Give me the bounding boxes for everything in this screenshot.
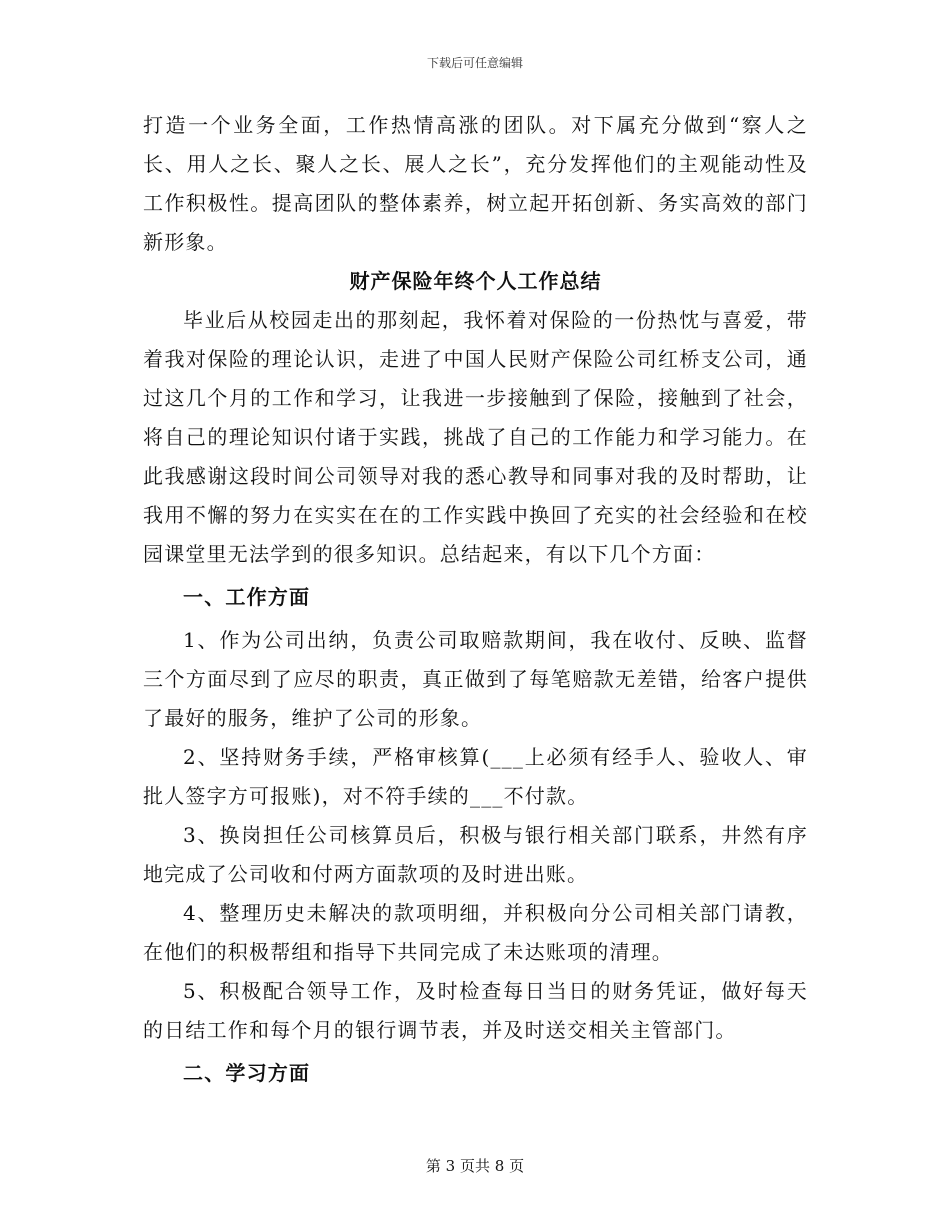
section-heading-study: 二、学习方面	[183, 1061, 311, 1085]
list-item: 1、作为公司出纳，负责公司取赔款期间，我在收付、反映、监督三个方面尽到了应尽的职责，真正做到了每笔赔款无差错，给客户提供了最好的服务，维护了公司的形象。	[143, 628, 808, 730]
page-number: 第 3 页共 8 页	[425, 1157, 525, 1175]
intro-paragraph: 打造一个业务全面，工作热情高涨的团队。对下属充分做到“察人之长、用人之长、聚人之长、展人之长”，充分发挥他们的主观能动性及工作积极性。提高团队的整体素养，树立起开拓创新、务实高效的部门新形象。	[143, 113, 808, 254]
opening-paragraph: 毕业后从校园走出的那刻起，我怀着对保险的一份热忱与喜爱，带着我对保险的理论认识，走进了中国人民财产保险公司红桥支公司，通过这几个月的工作和学习，让我进一步接触到了保险，接触到了社会，将自己的理论知识付诸于实践，挑战了自己的工作能力和学习能力。在此我感谢这段时间公司领导对我的悉心教导和同事对我的及时帮助，让我用不懈的努力在实实在在的工作实践中换回了充实的社会经验和在校园课堂里无法学到的很多知识。总结起来，有以下几个方面：	[143, 308, 808, 566]
list-item: 2、坚持财务手续，严格审核算(___上必须有经手人、验收人、审批人签字方可报账)，对不符手续的___不付款。	[143, 745, 808, 808]
list-item: 5、积极配合领导工作，及时检查每日当日的财务凭证，做好每天的日结工作和每个月的银行调节表，并及时送交相关主管部门。	[143, 979, 808, 1042]
document-body	[143, 106, 808, 1097]
section-heading-work: 一、工作方面	[183, 585, 311, 609]
document-title: 财产保险年终个人工作总结	[349, 269, 602, 293]
list-item: 4、整理历史未解决的款项明细，并积极向分公司相关部门请教，在他们的积极帮组和指导下共同完成了未达账项的清理。	[143, 901, 808, 964]
page-header: 下载后可任意编辑	[426, 56, 523, 70]
list-item: 3、换岗担任公司核算员后，积极与银行相关部门联系，井然有序地完成了公司收和付两方面款项的及时进出账。	[143, 823, 808, 886]
